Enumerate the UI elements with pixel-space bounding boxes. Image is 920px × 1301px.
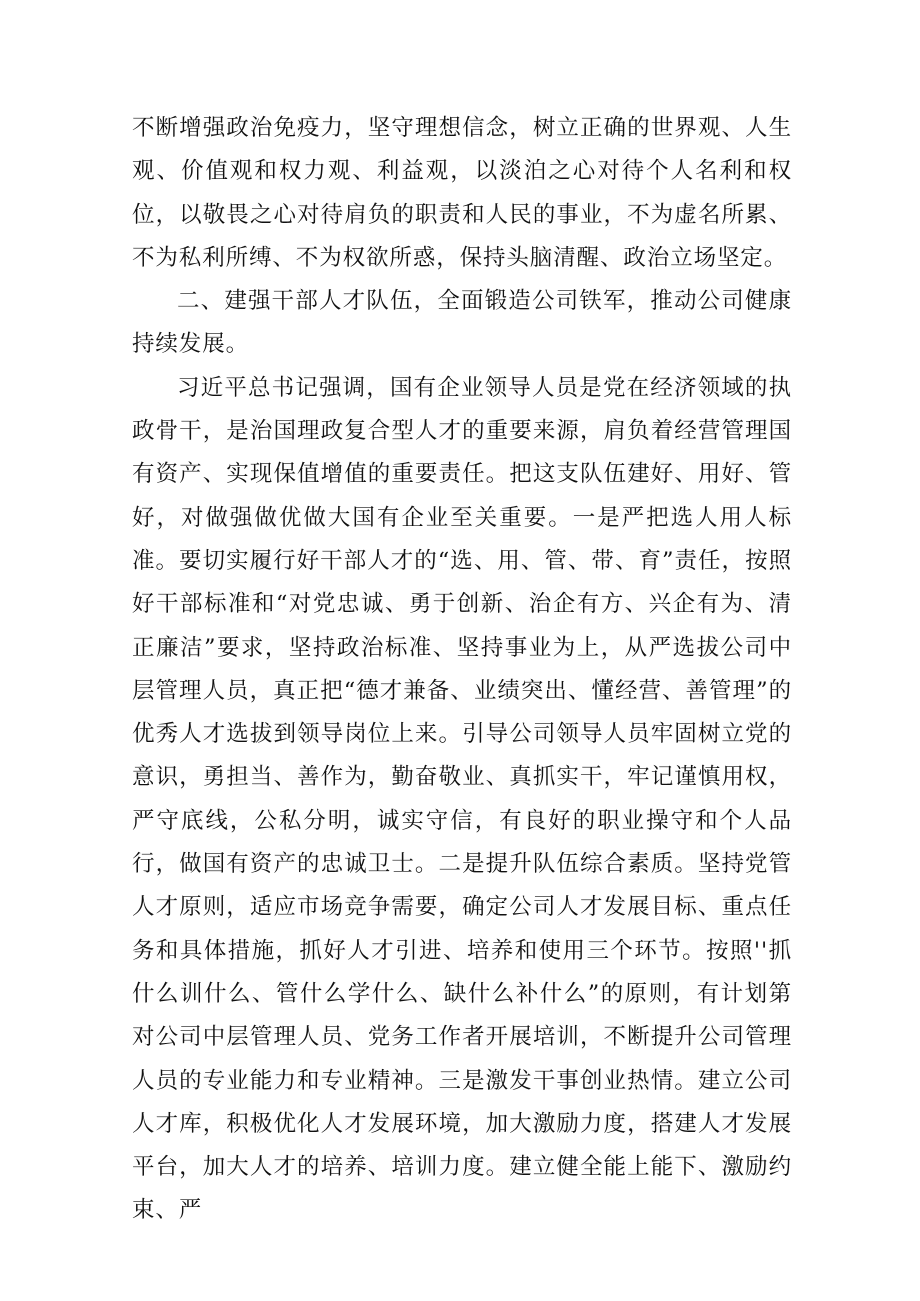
section-heading-two: 二、建强干部人才队伍，全面锻造公司铁军，推动公司健康持续发展。 [132, 288, 792, 358]
document-body [132, 107, 792, 1233]
paragraph-continuation: 不断增强政治免疫力，坚守理想信念，树立正确的世界观、人生观、价值观和权力观、利益观，以淡泊之心对待个人名利和权位，以敬畏之心对待肩负的职责和人民的事业，不为虚名所累、不为私利所缚、不为权欲所惑，保持头脑清醒、政治立场坚定。 [132, 115, 792, 271]
paragraph-body: 习近平总书记强调，国有企业领导人员是党在经济领域的执政骨干，是治国理政复合型人才的重要来源，肩负着经营管理国有资产、实现保值增值的重要责任。把这支队伍建好、用好、管好，对做强做优做大国有企业至关重要。一是严把选人用人标准。要切实履行好干部人才的“选、用、管、带、育”责任，按照好干部标准和“对党忠诚、勇于创新、治企有方、兴企有为、清正廉洁”要求，坚持政治标准、坚持事业为上，从严选拔公司中层管理人员，真正把“德才兼备、业绩突出、懂经营、善管理”的优秀人才选拔到领导岗位上来。引导公司领导人员牢固树立党的意识，勇担当、善作为，勤奋敬业、真抓实干，牢记谨慎用权，严守底线，公私分明，诚实守信，有良好的职业操守和个人品行，做国有资产的忠诚卫士。二是提升队伍综合素质。坚持党管人才原则，适应市场竞争需要，确定公司人才发展目标、重点任务和具体措施，抓好人才引进、培养和使用三个环节。按照''抓什么训什么、管什么学什么、缺什么补什么”的原则，有计划第对公司中层管理人员、党务工作者开展培训，不断提升公司管理人员的专业能力和专业精神。三是激发干事创业热情。建立公司人才库，积极优化人才发展环境，加大激励力度，搭建人才发展平台，加大人才的培养、培训力度。建立健全能上能下、激励约束、严 [132, 374, 792, 1224]
